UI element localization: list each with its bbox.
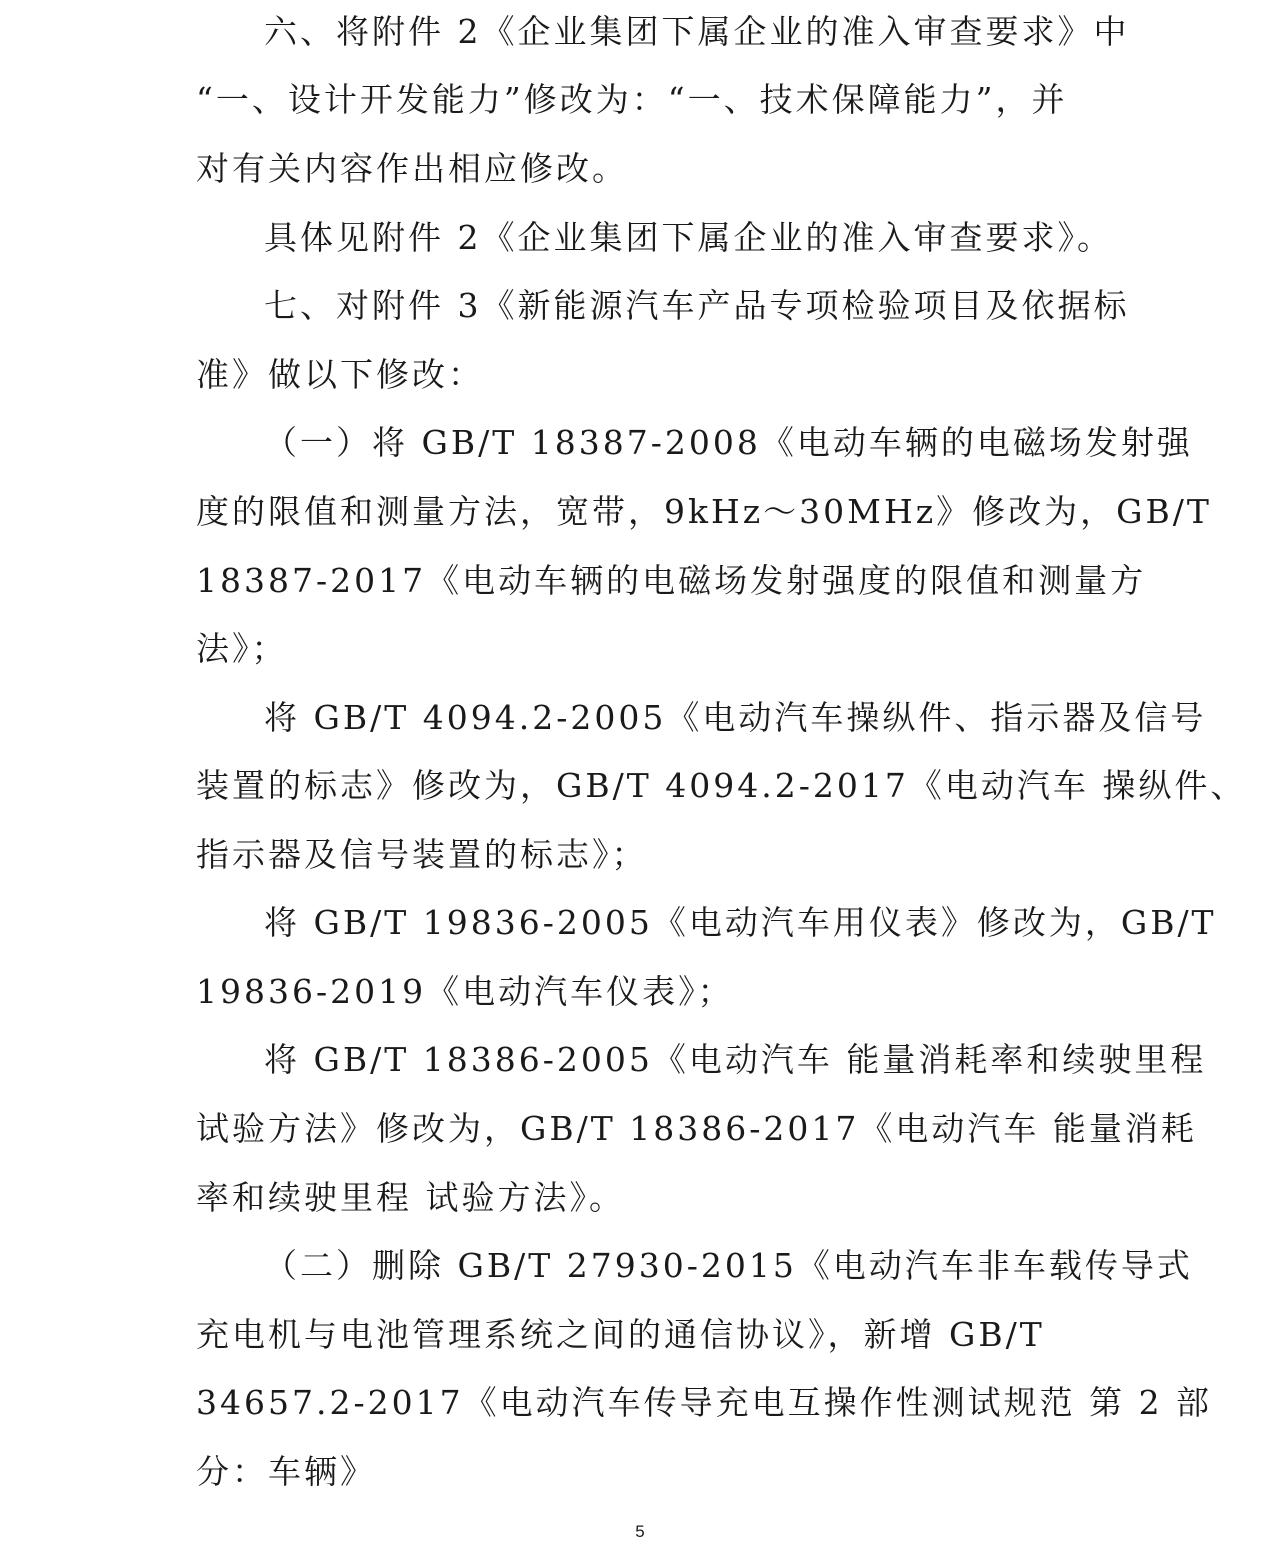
text-line: 准》做以下修改： (196, 355, 484, 394)
text-line: 分：车辆》 (196, 1452, 376, 1491)
page-number: 5 (635, 1522, 645, 1541)
text-line: 将 GB/T 4094.2-2005《电动汽车操纵件、指示器及信号 (264, 698, 1207, 737)
text-line: 率和续驶里程 试验方法》。 (196, 1178, 625, 1217)
text-line: 六、将附件 2《企业集团下属企业的准入审查要求》中 (264, 12, 1130, 51)
text-line: 19836-2019《电动汽车仪表》； (196, 972, 734, 1011)
text-line: （一）将 GB/T 18387-2008《电动车辆的电磁场发射强 (264, 423, 1193, 462)
text-line: 将 GB/T 19836-2005《电动汽车用仪表》修改为，GB/T (264, 903, 1217, 942)
text-line: 指示器及信号装置的标志》； (196, 835, 648, 874)
text-line: 七、对附件 3《新能源汽车产品专项检验项目及依据标 (264, 286, 1130, 325)
text-line: 法》； (196, 629, 288, 668)
text-line: 试验方法》修改为，GB/T 18386-2017《电动汽车 能量消耗 (196, 1109, 1197, 1148)
text-line: 18387-2017《电动车辆的电磁场发射强度的限值和测量方 (196, 561, 1147, 600)
text-line: 具体见附件 2《企业集团下属企业的准入审查要求》。 (264, 218, 1113, 257)
text-line: 将 GB/T 18386-2005《电动汽车 能量消耗率和续驶里程 (264, 1040, 1207, 1079)
text-line: “一、设计开发能力”修改为：“一、技术保障能力”，并 (196, 80, 1068, 119)
text-line: （二）删除 GB/T 27930-2015《电动汽车非车载传导式 (264, 1246, 1193, 1285)
text-line: 度的限值和测量方法，宽带，9kHz～30MHz》修改为，GB/T (196, 492, 1212, 531)
text-line: 34657.2-2017《电动汽车传导充电互操作性测试规范 第 2 部 (196, 1383, 1213, 1422)
text-line: 充电机与电池管理系统之间的通信协议》，新增 GB/T (196, 1315, 1045, 1354)
text-line: 对有关内容作出相应修改。 (196, 149, 628, 188)
text-line: 装置的标志》修改为，GB/T 4094.2-2017《电动汽车 操纵件、 (196, 766, 1247, 805)
